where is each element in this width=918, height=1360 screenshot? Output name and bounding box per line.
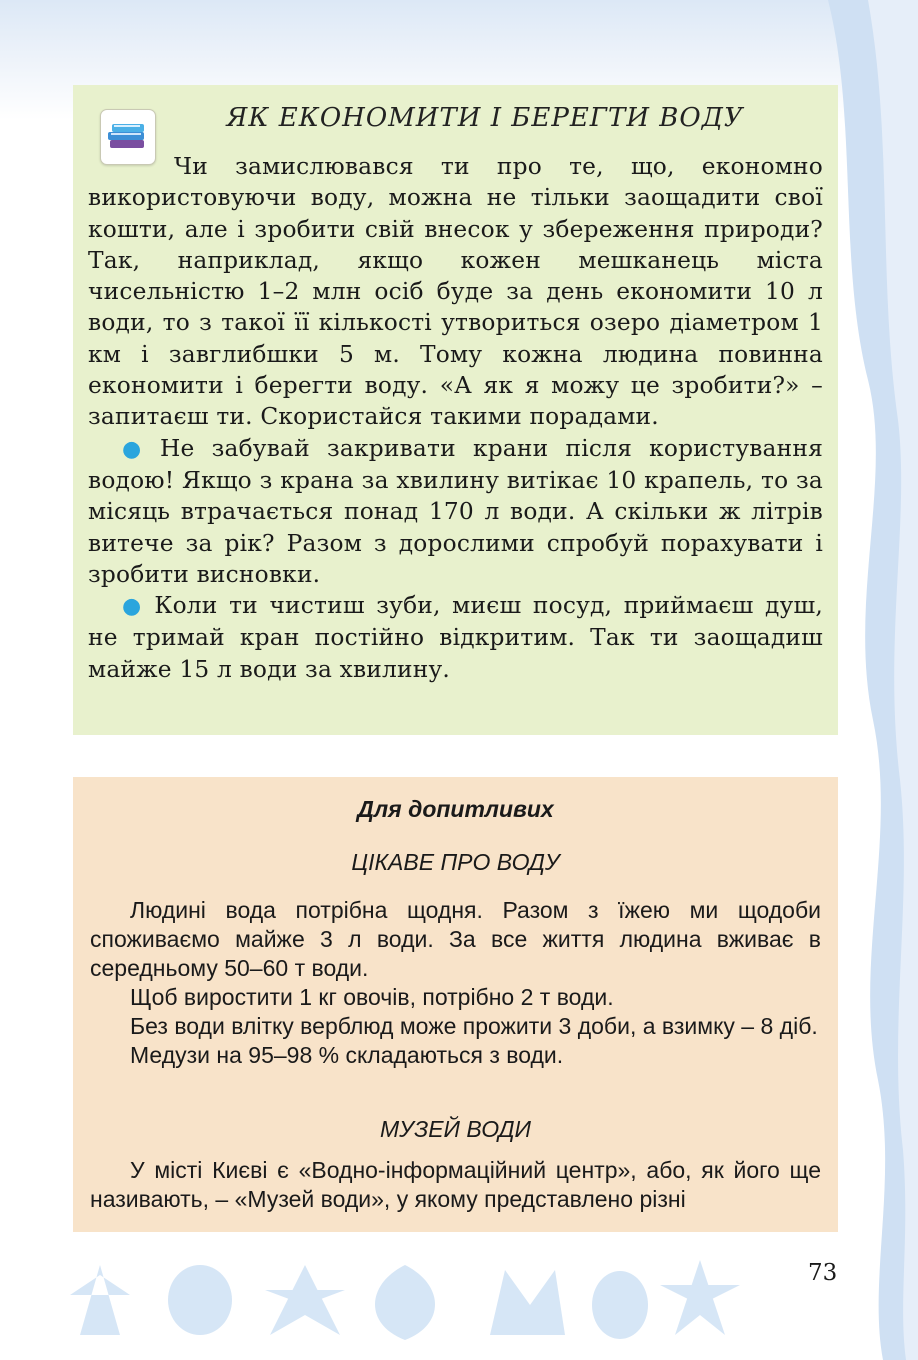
bullet-icon: ● bbox=[122, 594, 146, 620]
intro-paragraph: Чи замислювався ти про те, що, економно використовуючи воду, можна не тільки заощадити свої кошти, але і зробити свій внесок у збереження природи? Так, наприклад, якщо кожен мешканець міста чисельністю 1–2 млн осіб буде за день економити 10 л води, то з такої її кількості утвориться озеро діаметром 1 км і завглибшки 5 м. Тому кожна людина повинна економити і берегти воду. «А як я можу це зробити?» – запитаєш ти. Скористайся такими порадами. bbox=[88, 153, 823, 431]
section-title: ЯК ЕКОНОМИТИ І БЕРЕГТИ ВОДУ bbox=[226, 103, 744, 133]
fact-paragraph: Щоб виростити 1 кг овочів, потрібно 2 т води. bbox=[130, 984, 614, 1010]
museum-text bbox=[90, 1156, 821, 1214]
museum-paragraph: У місті Києві є «Водно-інформаційний центр», або, як його ще називають, – «Музей води», у якому представлено різні bbox=[90, 1157, 821, 1212]
tip-paragraph bbox=[88, 590, 823, 685]
facts-text bbox=[90, 896, 821, 1070]
tip-paragraph bbox=[88, 433, 823, 590]
museum-subheading: МУЗЕЙ ВОДИ bbox=[379, 1116, 531, 1142]
fact-paragraph: Медузи на 95–98 % складаються з води. bbox=[130, 1042, 564, 1068]
curious-heading: Для допитливих bbox=[357, 796, 554, 822]
facts-subheading: ЦІКАВЕ ПРО ВОДУ bbox=[351, 849, 560, 875]
tip-text: Коли ти чистиш зуби, миєш посуд, приймаєш душ, не тримай кран постійно відкритим. Так ти заощадиш майже 15 л води за хвилину. bbox=[88, 592, 823, 683]
decorative-leaves bbox=[60, 1245, 780, 1345]
page-number: 73 bbox=[808, 1260, 838, 1286]
water-saving-text bbox=[88, 151, 823, 685]
fact-paragraph: Без води влітку верблюд може прожити 3 доби, а взимку – 8 діб. bbox=[130, 1013, 818, 1039]
fact-paragraph: Людині вода потрібна щодня. Разом з їжею ми щодоби споживаємо майже 3 л води. За все життя людина вживає в середньому 50–60 т води. bbox=[90, 897, 821, 981]
tip-text: Не забувай закривати крани після користування водою! Якщо з крана за хвилину витікає 10 крапель, то за місяць втрачається понад 170 л води. А скільки ж літрів витече за рік? Разом з дорослими спробуй порахувати і зробити висновки. bbox=[88, 434, 823, 588]
bullet-icon: ● bbox=[122, 436, 151, 462]
